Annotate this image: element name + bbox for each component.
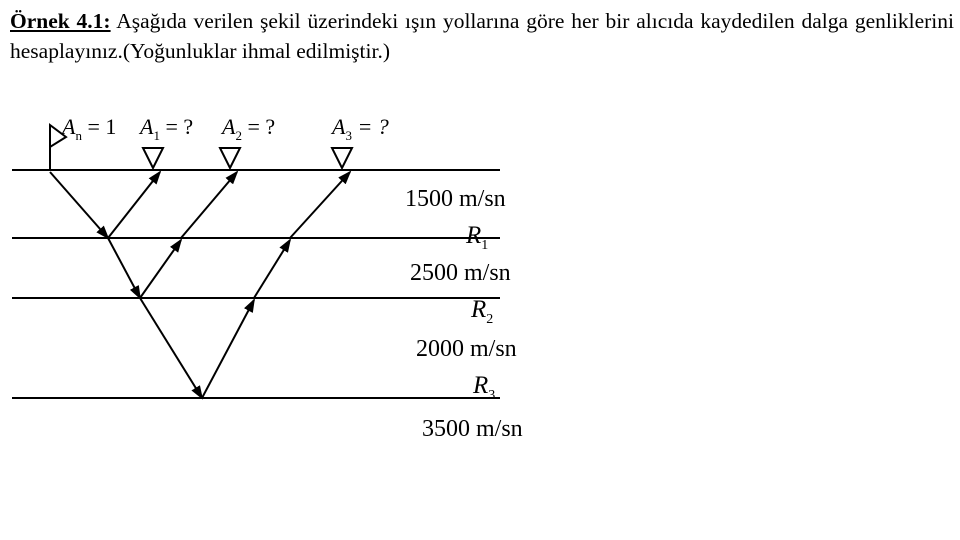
source-amplitude-label: $A_n = 1$ (62, 114, 117, 143)
layer-1-velocity: 1500 m/sn (405, 186, 506, 212)
layer-3-velocity: 2000 m/sn (416, 336, 517, 362)
receiver-2-icon (220, 148, 240, 168)
interface-r2-label: $R_2$ (471, 296, 494, 327)
receiver-1-icon (143, 148, 163, 168)
receiver-2-amplitude-label: $A_2$ = ? (222, 114, 276, 143)
layer-4-velocity: 3500 m/sn (422, 416, 523, 442)
ray-path-r3 (140, 172, 350, 398)
receiver-3-amplitude-label: $A_3$ = ? (332, 114, 389, 143)
receiver-1-amplitude-label: $A_1$ = ? (140, 114, 194, 143)
ray-path-r2 (108, 172, 237, 298)
interface-r1-label: $R_1$ (466, 222, 489, 253)
interface-r3-label: $R_3$ (473, 372, 496, 403)
layer-2-velocity: 2500 m/sn (410, 260, 511, 286)
example-title: Örnek 4.1: (10, 9, 111, 33)
receiver-3-icon (332, 148, 352, 168)
problem-text: Aşağıda verilen şekil üzerindeki ışın yollarına göre her bir alıcıda kaydedilen dalga genliklerini hesaplayınız.(Yoğunluklar ihmal edilmiştir.) (10, 9, 954, 63)
ray-path-r1 (50, 172, 160, 238)
